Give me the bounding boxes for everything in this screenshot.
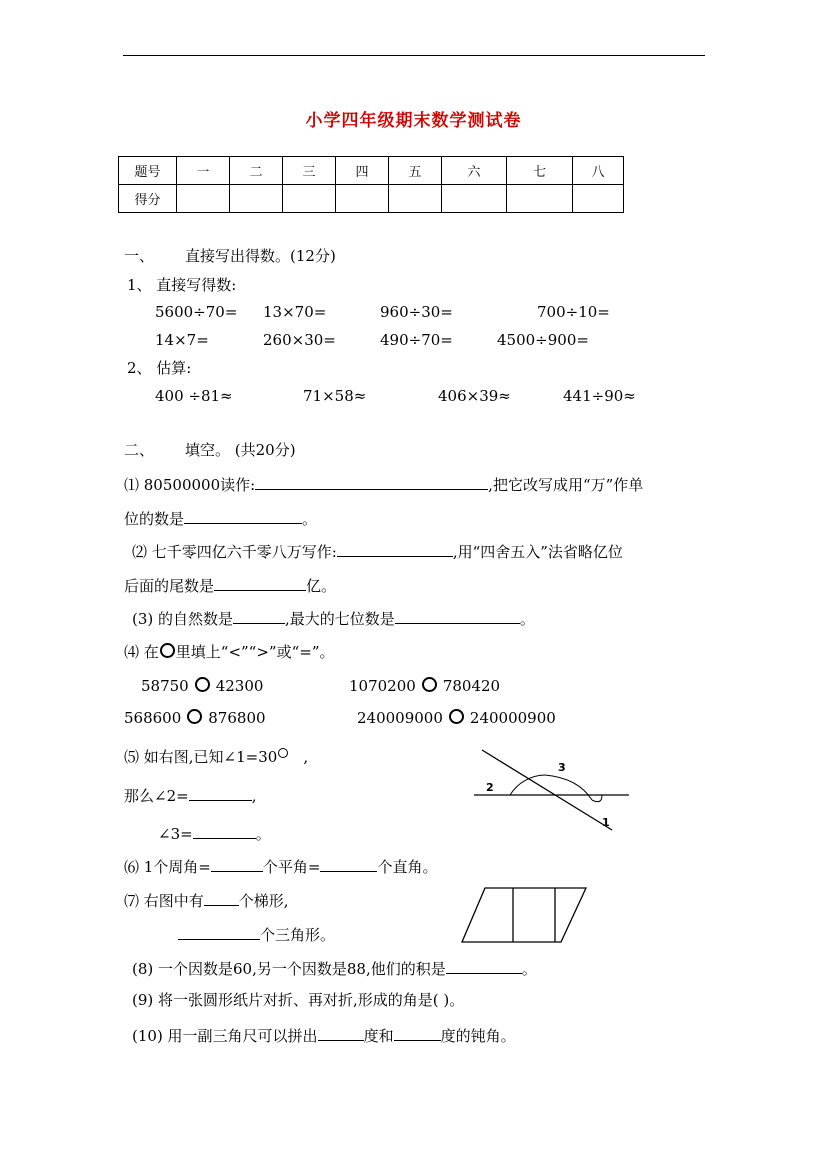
score-input-cell[interactable]: [573, 185, 624, 213]
section1-sub1: 1、 直接写得数:: [127, 276, 237, 294]
answer-blank[interactable]: [318, 1027, 364, 1041]
question-9: (9) 将一张圆形纸片对折、再对折,形成的角是( )。: [132, 991, 465, 1009]
compare-circle[interactable]: [195, 677, 210, 692]
calc-item: 260×30=: [263, 331, 336, 349]
estimate-item: 441÷90≈: [563, 387, 636, 405]
question-8: (8) 一个因数是60,另一个因数是88,他们的积是 。: [132, 960, 537, 978]
score-input-cell[interactable]: [336, 185, 389, 213]
angle-figure: [470, 745, 640, 845]
answer-blank[interactable]: [395, 610, 520, 624]
question-7: ⑺ 右图中有 个梯形,: [124, 892, 289, 910]
section2-heading: 填空。 (共20分): [185, 441, 296, 459]
score-input-cell[interactable]: [177, 185, 230, 213]
calc-item: 490÷70=: [380, 331, 453, 349]
estimate-item: 71×58≈: [303, 387, 367, 405]
degree-icon: [278, 748, 288, 758]
score-cell: 二: [230, 157, 283, 185]
question-5: ⑸ 如右图,已知∠1=30 ,: [124, 748, 309, 766]
score-row-label: 得分: [119, 185, 177, 213]
answer-blank[interactable]: [214, 577, 306, 591]
answer-blank[interactable]: [337, 543, 453, 557]
question-10: (10) 用一副三角尺可以拼出 度和 度的钝角。: [132, 1027, 516, 1045]
question-1-cont: 位的数是 。: [124, 510, 318, 528]
answer-blank[interactable]: [189, 787, 252, 801]
compare-item: 58750 42300: [141, 677, 264, 695]
score-input-cell[interactable]: [442, 185, 507, 213]
compare-circle[interactable]: [422, 677, 437, 692]
compare-item: 240009000 240000900: [357, 709, 556, 727]
calc-item: 13×70=: [263, 303, 327, 321]
section1-heading: 直接写出得数。(12分): [185, 247, 336, 265]
question-5-angle3: ∠3= 。: [158, 825, 271, 843]
answer-blank[interactable]: [178, 926, 260, 940]
score-cell: 一: [177, 157, 230, 185]
angle-label: 2: [486, 781, 494, 794]
calc-item: 14×7=: [155, 331, 209, 349]
compare-item: 568600 876800: [124, 709, 266, 727]
score-cell: 四: [336, 157, 389, 185]
compare-item: 1070200 780420: [349, 677, 501, 695]
question-7-cont: 个三角形。: [178, 926, 335, 943]
section1-number: 一、: [124, 247, 155, 265]
estimate-item: 406×39≈: [438, 387, 511, 405]
calc-item: 4500÷900=: [497, 331, 589, 349]
answer-blank[interactable]: [394, 1027, 441, 1041]
score-cell: 题号: [119, 157, 177, 185]
score-cell: 七: [507, 157, 573, 185]
answer-blank[interactable]: [446, 960, 522, 974]
score-cell: 五: [389, 157, 442, 185]
score-input-cell[interactable]: [230, 185, 283, 213]
calc-item: 960÷30=: [380, 303, 453, 321]
score-input-cell[interactable]: [507, 185, 573, 213]
answer-blank[interactable]: [193, 825, 256, 839]
angle-label: 3: [558, 761, 566, 774]
compare-circle[interactable]: [187, 709, 202, 724]
parallelogram-figure: [460, 886, 588, 944]
question-4: ⑷ 在 里填上“<”“>”或“=”。: [124, 643, 335, 661]
score-table: [118, 156, 624, 213]
answer-blank[interactable]: [233, 610, 285, 624]
score-input-cell[interactable]: [389, 185, 442, 213]
compare-circle[interactable]: [449, 709, 464, 724]
answer-blank[interactable]: [320, 858, 377, 872]
estimate-item: 400 ÷81≈: [155, 387, 233, 405]
score-table-header-row: [119, 157, 624, 185]
page-title: 小学四年级期末数学测试卷: [305, 111, 522, 131]
circle-icon: [160, 643, 175, 658]
answer-blank[interactable]: [204, 892, 239, 906]
angle-label: 1: [602, 816, 610, 829]
question-5-angle2: 那么∠2= ,: [124, 787, 257, 805]
score-input-cell[interactable]: [283, 185, 336, 213]
score-cell: 六: [442, 157, 507, 185]
section2-number: 二、: [124, 441, 155, 459]
calc-item: 5600÷70=: [155, 303, 238, 321]
question-6: ⑹ 1个周角= 个平角= 个直角。: [124, 858, 438, 876]
score-cell: 八: [573, 157, 624, 185]
header-rule: [123, 55, 705, 56]
section1-sub2: 2、 估算:: [127, 359, 192, 377]
score-cell: 三: [283, 157, 336, 185]
answer-blank[interactable]: [255, 476, 488, 490]
score-table-score-row: [119, 185, 624, 213]
answer-blank[interactable]: [211, 858, 263, 872]
question-2-cont: 后面的尾数是 亿。: [124, 577, 337, 595]
question-1: ⑴ 80500000读作: ,把它改写成用“万”作单: [124, 476, 644, 494]
question-3: (3) 的自然数是 ,最大的七位数是 。: [132, 610, 535, 628]
calc-item: 700÷10=: [537, 303, 610, 321]
answer-blank[interactable]: [184, 510, 302, 524]
question-2: ⑵ 七千零四亿六千零八万写作: ,用“四舍五入”法省略亿位: [132, 543, 623, 561]
